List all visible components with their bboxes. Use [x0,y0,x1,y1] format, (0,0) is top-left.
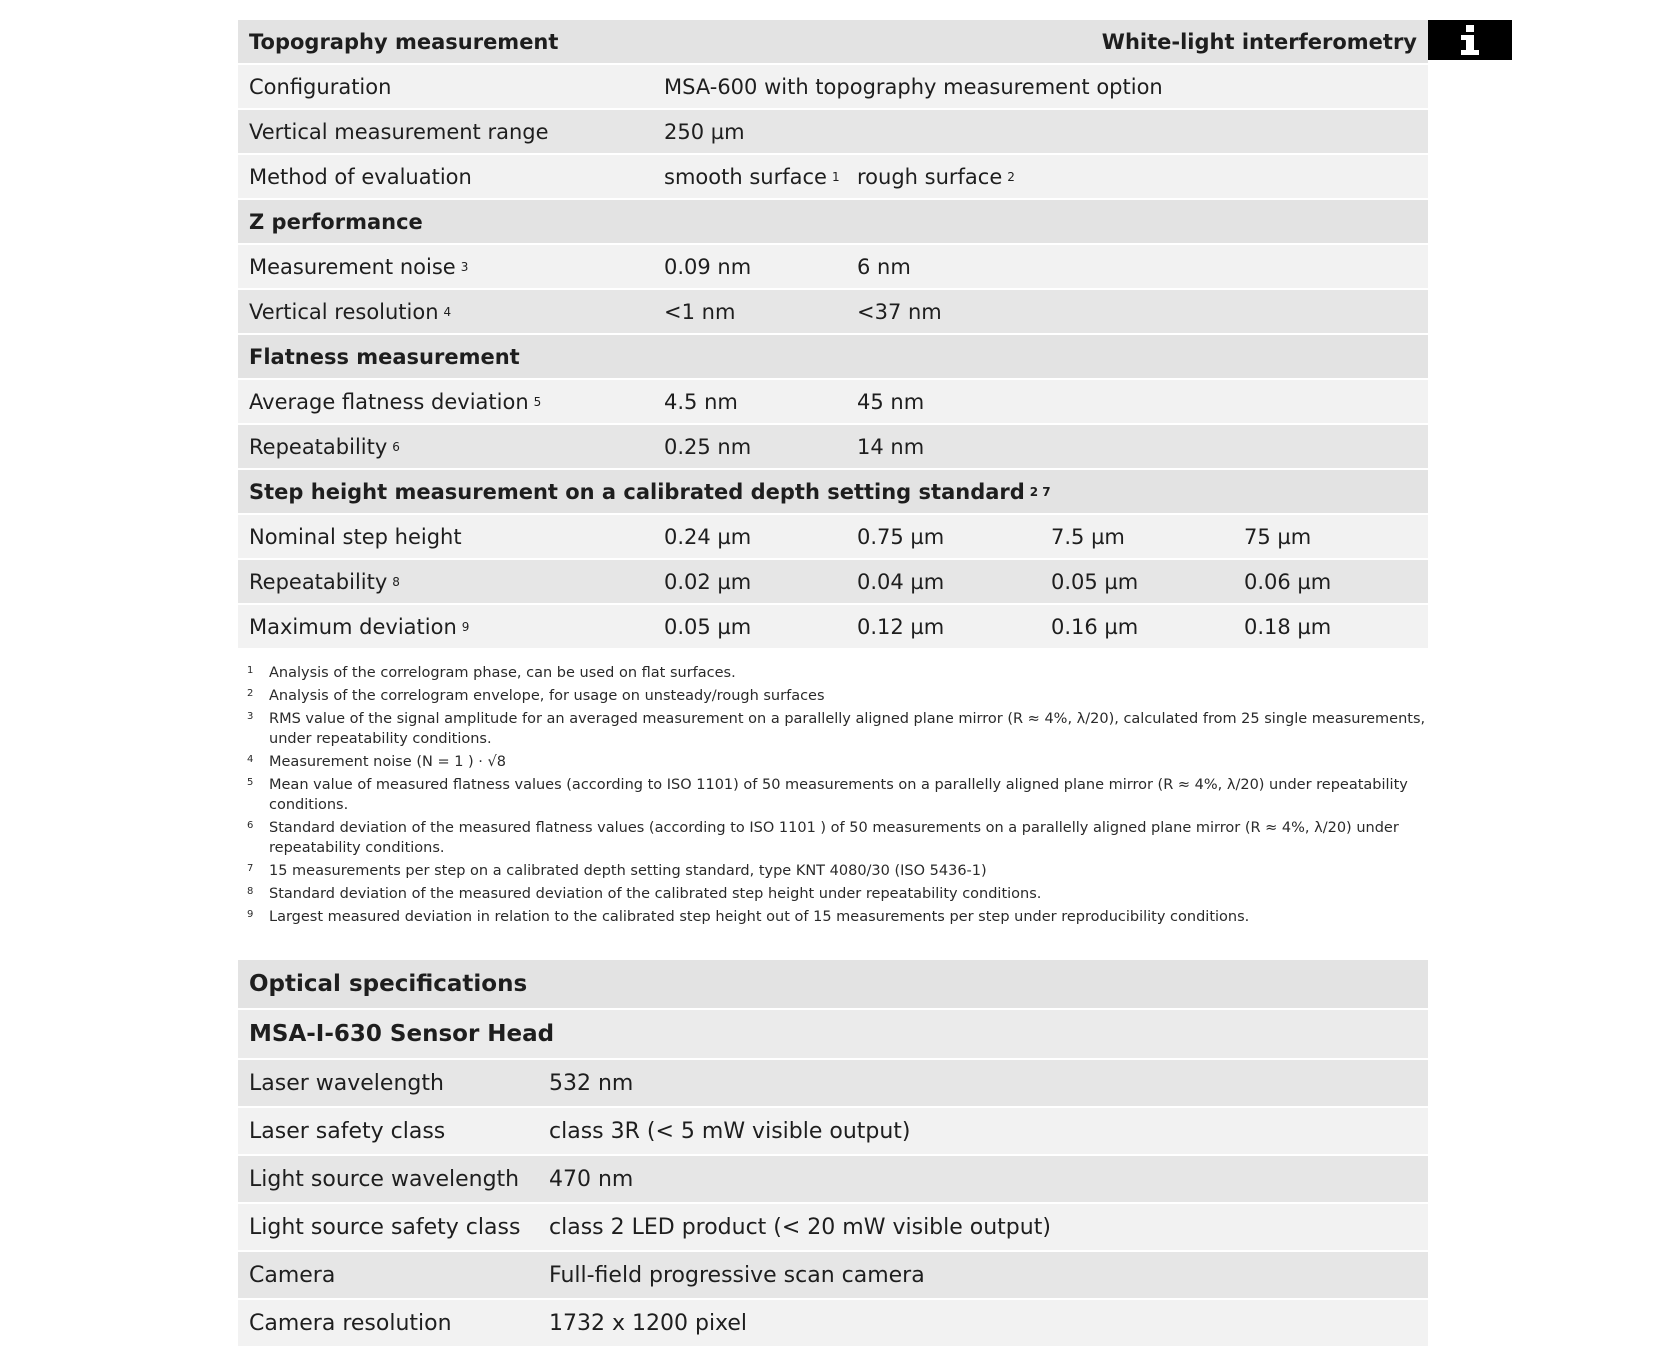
topography-spec-table [238,20,1428,650]
step-height-header [238,470,1428,515]
nominal-step-row [238,515,1428,560]
footnote-number: 2 [247,688,254,699]
rough-surface-header: rough surface 2 [857,164,1015,189]
interferometry-label: White-light interferometry [1101,29,1417,54]
step-repeatability-value: 0.04 µm [857,569,945,594]
footnote [238,752,1428,772]
optical-title: Optical specifications [249,971,528,997]
footnote [238,907,1428,927]
step-height-title-text: Step height measurement on a calibrated depth setting standard [249,479,1025,504]
flatness-repeatability-row [238,425,1428,470]
optical-label: Camera [249,1262,336,1288]
footnote [238,709,1428,749]
flatness-repeatability-smooth: 0.25 nm [664,434,752,459]
avg-flatness-row [238,380,1428,425]
nominal-step-value: 0.24 µm [664,524,752,549]
footnote-number: 7 [247,863,254,874]
optical-value: 1732 x 1200 pixel [549,1310,748,1336]
optical-value: class 3R (< 5 mW visible output) [549,1118,911,1144]
footnote-text: Standard deviation of the measured flatness values (according to ISO 1101 ) of 50 measurements on a parallelly aligned plane mirror (R ≈ 4%, λ/20) under repeatability conditions. [269,820,1399,856]
flatness-repeatability-label: Repeatability 6 [249,434,400,459]
nominal-step-value: 7.5 µm [1051,524,1125,549]
step-repeatability-label-text: Repeatability [249,569,388,594]
noise-label: Measurement noise 3 [249,254,469,279]
flatness-header [238,335,1428,380]
footnote-text: 15 measurements per step on a calibrated depth setting standard, type KNT 4080/30 (ISO 5436-1) [269,863,987,879]
sensor-head-row [238,1010,1428,1060]
optical-label: Laser safety class [249,1118,446,1144]
info-icon [1428,20,1512,60]
step-repeatability-value: 0.06 µm [1244,569,1332,594]
footnote-number: 3 [247,711,254,722]
vertical-range-label: Vertical measurement range [249,119,549,144]
avg-flatness-label-text: Average flatness deviation [249,389,529,414]
configuration-row [238,65,1428,110]
optical-label: Light source safety class [249,1214,521,1240]
method-label: Method of evaluation [249,164,472,189]
avg-flatness-rough: 45 nm [857,389,925,414]
avg-flatness-smooth: 4.5 nm [664,389,738,414]
vertical-range-value: 250 µm [664,119,745,144]
resolution-label-text: Vertical resolution [249,299,439,324]
topography-title: Topography measurement [249,29,559,54]
max-deviation-row [238,605,1428,650]
max-deviation-label-text: Maximum deviation [249,614,457,639]
footnote-number: 4 [247,754,254,765]
z-performance-title: Z performance [249,209,423,234]
flatness-repeatability-label-text: Repeatability [249,434,388,459]
optical-spec-table [238,960,1428,1348]
noise-label-text: Measurement noise [249,254,456,279]
noise-row [238,245,1428,290]
footnote-text: Analysis of the correlogram envelope, for usage on unsteady/rough surfaces [269,688,825,704]
step-repeatability-value: 0.02 µm [664,569,752,594]
optical-row [238,1300,1428,1348]
footnote [238,775,1428,815]
optical-row [238,1060,1428,1108]
configuration-value: MSA-600 with topography measurement option [664,74,1163,99]
flatness-title: Flatness measurement [249,344,520,369]
optical-row [238,1108,1428,1156]
optical-value: Full-field progressive scan camera [549,1262,925,1288]
optical-header-row [238,960,1428,1010]
smooth-surface-text: smooth surface [664,164,827,189]
footnotes [238,663,1428,930]
method-row [238,155,1428,200]
optical-row [238,1252,1428,1300]
optical-label: Laser wavelength [249,1070,444,1096]
step-height-title: Step height measurement on a calibrated depth setting standard 2 7 [249,479,1051,504]
footnote-number: 8 [247,886,254,897]
resolution-label: Vertical resolution 4 [249,299,452,324]
nominal-step-label: Nominal step height [249,524,462,549]
resolution-smooth: <1 nm [664,299,736,324]
sensor-head-title: MSA-I-630 Sensor Head [249,1021,555,1047]
avg-flatness-label: Average flatness deviation 5 [249,389,542,414]
footnote-text: Analysis of the correlogram phase, can be used on flat surfaces. [269,665,736,681]
optical-label: Light source wavelength [249,1166,520,1192]
step-repeatability-row [238,560,1428,605]
footnote-text: Measurement noise (N = 1 ) · √8 [269,754,506,770]
footnote [238,818,1428,858]
max-deviation-value: 0.12 µm [857,614,945,639]
topography-header-row [238,20,1428,65]
footnote-text: RMS value of the signal amplitude for an averaged measurement on a parallelly aligned plane mirror (R ≈ 4%, λ/20), calculated from 25 single measurements, under repeatability conditions. [269,711,1426,747]
footnote [238,663,1428,683]
footnote-text: Standard deviation of the measured deviation of the calibrated step height under repeatability conditions. [269,886,1042,902]
footnote [238,861,1428,881]
step-repeatability-value: 0.05 µm [1051,569,1139,594]
footnote [238,884,1428,904]
optical-row [238,1156,1428,1204]
footnote-text: Largest measured deviation in relation to the calibrated step height out of 15 measurements per step under reproducibility conditions. [269,909,1250,925]
vertical-range-row [238,110,1428,155]
step-repeatability-label: Repeatability 8 [249,569,400,594]
optical-row [238,1204,1428,1252]
footnote-number: 5 [247,777,254,788]
resolution-row [238,290,1428,335]
nominal-step-value: 0.75 µm [857,524,945,549]
smooth-surface-header: smooth surface 1 [664,164,840,189]
optical-label: Camera resolution [249,1310,452,1336]
z-performance-header [238,200,1428,245]
max-deviation-value: 0.05 µm [664,614,752,639]
footnote-number: 9 [247,909,254,920]
footnote-number: 6 [247,820,254,831]
info-glyph [1458,25,1482,55]
max-deviation-value: 0.18 µm [1244,614,1332,639]
noise-rough: 6 nm [857,254,911,279]
resolution-rough: <37 nm [857,299,942,324]
optical-value: 470 nm [549,1166,634,1192]
max-deviation-label: Maximum deviation 9 [249,614,470,639]
flatness-repeatability-rough: 14 nm [857,434,925,459]
footnote [238,686,1428,706]
rough-surface-text: rough surface [857,164,1003,189]
footnote-text: Mean value of measured flatness values (according to ISO 1101) of 50 measurements on a parallelly aligned plane mirror (R ≈ 4%, λ/20) under repeatability conditions. [269,777,1408,813]
optical-value: class 2 LED product (< 20 mW visible output) [549,1214,1051,1240]
nominal-step-value: 75 µm [1244,524,1312,549]
footnote-number: 1 [247,665,254,676]
configuration-label: Configuration [249,74,392,99]
max-deviation-value: 0.16 µm [1051,614,1139,639]
noise-smooth: 0.09 nm [664,254,752,279]
optical-value: 532 nm [549,1070,634,1096]
